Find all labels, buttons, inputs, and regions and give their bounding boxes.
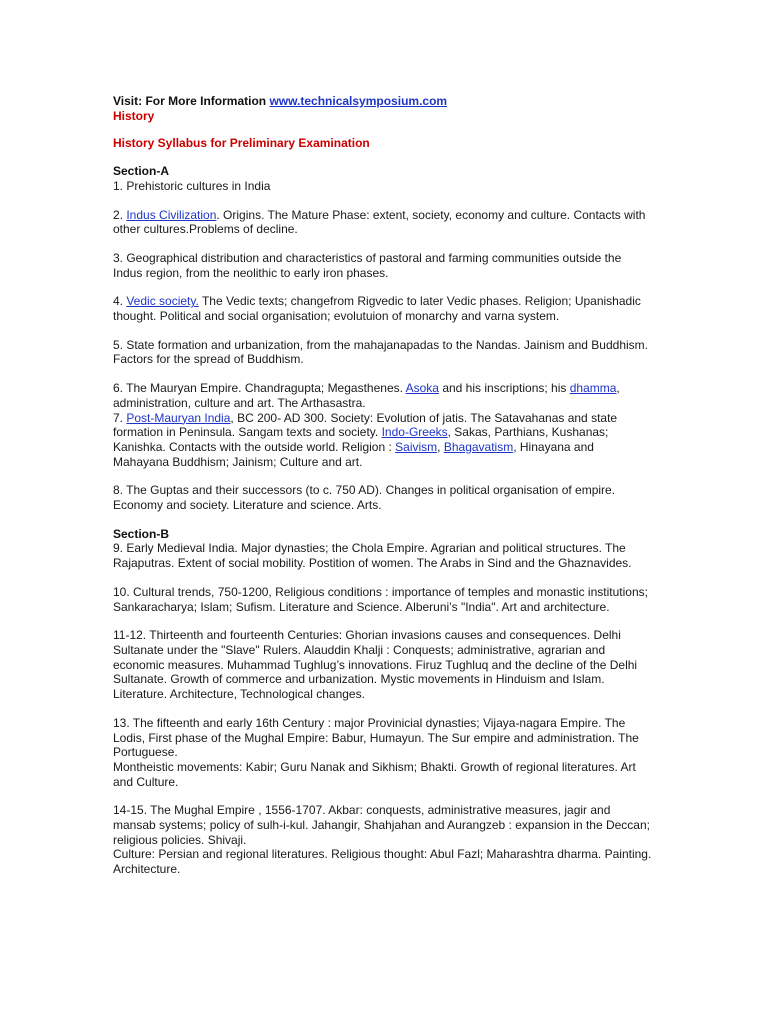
site-link[interactable]: www.technicalsymposium.com bbox=[269, 94, 448, 108]
syllabus-item-1: 1. Prehistoric cultures in India bbox=[113, 178, 271, 193]
visit-line bbox=[113, 94, 653, 109]
syllabus-item-13-cont: Montheistic movements: Kabir; Guru Nanak and Sikhism; Bhakti. Growth of regional literatures. Art and Culture. bbox=[113, 759, 636, 789]
syllabus-item-5: 5. State formation and urbanization, from the mahajanapadas to the Nandas. Jainism and Buddhism. Factors for the spread of Buddhism. bbox=[113, 337, 648, 367]
section-a-heading: Section-A bbox=[113, 164, 170, 179]
syllabus-item-14-15-cont: Culture: Persian and regional literatures. Religious thought: Abul Fazl; Maharashtra dharma. Painting. Architecture. bbox=[113, 847, 652, 877]
link-bhagavatism[interactable]: Bhagavatism bbox=[443, 439, 514, 454]
link-indo-greeks[interactable]: Indo-Greeks bbox=[381, 425, 448, 440]
syllabus-item-8: 8. The Guptas and their successors (to c. 750 AD). Changes in political organisation of empire. Economy and society. Literature and science. Arts. bbox=[113, 483, 616, 513]
link-vedic-society[interactable]: Vedic society. bbox=[126, 294, 199, 309]
section-b-heading: Section-B bbox=[113, 526, 170, 541]
link-saivism[interactable]: Saivism bbox=[395, 439, 438, 454]
link-post-mauryan-india[interactable]: Post-Mauryan India bbox=[126, 410, 231, 425]
link-indus-civilization[interactable]: Indus Civilization bbox=[126, 207, 217, 222]
syllabus-item-9: 9. Early Medieval India. Major dynasties; the Chola Empire. Agrarian and political structures. The Rajaputras. Extent of social mobility. Postition of women. The Arabs in Sind and the Ghaznavides. bbox=[113, 541, 632, 571]
document-content bbox=[113, 94, 653, 877]
syllabus-item-3: 3. Geographical distribution and characteristics of pastoral and farming communities outside the Indus region, from the neolithic to early iron phases. bbox=[113, 250, 622, 280]
syllabus-item-14-15: 14-15. The Mughal Empire , 1556-1707. Akbar: conquests, administrative measures, jagir and mansab systems; policy of sulh-i-kul. Jahangir, Shahjahan and Aurangzeb : expansion in the Deccan; religious policies. Shivaji. bbox=[113, 803, 650, 847]
visit-label: Visit: For More Information bbox=[113, 94, 267, 108]
syllabus-item-7: 7. Post-Mauryan India, BC 200- AD 300. Society: Evolution of jatis. The Satavahanas and state formation in Peninsula. Sangam texts and society. Indo-Greeks, Sakas, Parthians, Kushanas; Kanishka. Contacts with the outside world. Religion : Saivism, Bhagavatism, Hinayana and Mahayana Buddhism; Jainism; Culture and art. bbox=[113, 410, 618, 469]
syllabus-item-13: 13. The fifteenth and early 16th Century : major Provinicial dynasties; Vijaya-nagara Empire. The Lodis, First phase of the Mughal Empire: Babur, Humayun. The Sur empire and administration. The Portuguese. bbox=[113, 715, 639, 760]
link-dhamma[interactable]: dhamma bbox=[569, 381, 617, 396]
syllabus-item-10: 10. Cultural trends, 750-1200, Religious conditions : importance of temples and monastic institutions; Sankaracharya; Islam; Sufism. Literature and Science. Alberuni’s "India". Art and architecture. bbox=[113, 584, 648, 614]
subject-heading: History bbox=[113, 108, 155, 123]
link-asoka[interactable]: Asoka bbox=[405, 381, 439, 396]
document-title: History Syllabus for Preliminary Examination bbox=[113, 136, 370, 151]
syllabus-item-11-12: 11-12. Thirteenth and fourteenth Centuries: Ghorian invasions causes and consequences. Delhi Sultanate under the "Slave" Rulers. Alauddin Khalji : Conquests; administrative, agrarian and economic measures. Muhammad Tughlug’s innovations. Firuz Tughluq and the decline of the Delhi Sultanate. Growth of commerce and urbanization. Mystic movements in Hinduism and Islam. Literature. Architecture, Technological changes. bbox=[113, 628, 638, 702]
syllabus-item-6: 6. The Mauryan Empire. Chandragupta; Megasthenes. Asoka and his inscriptions; his dhamma, administration, culture and art. The Arthasastra. bbox=[113, 381, 620, 410]
syllabus-item-4: 4. Vedic society. The Vedic texts; changefrom Rigvedic to later Vedic phases. Religion; Upanishadic thought. Political and social organisation; evolutuion of monarchy and varna system. bbox=[113, 294, 641, 324]
syllabus-item-2: 2. Indus Civilization. Origins. The Mature Phase: extent, society, economy and culture. Contacts with other cultures.Problems of decline. bbox=[113, 207, 646, 237]
